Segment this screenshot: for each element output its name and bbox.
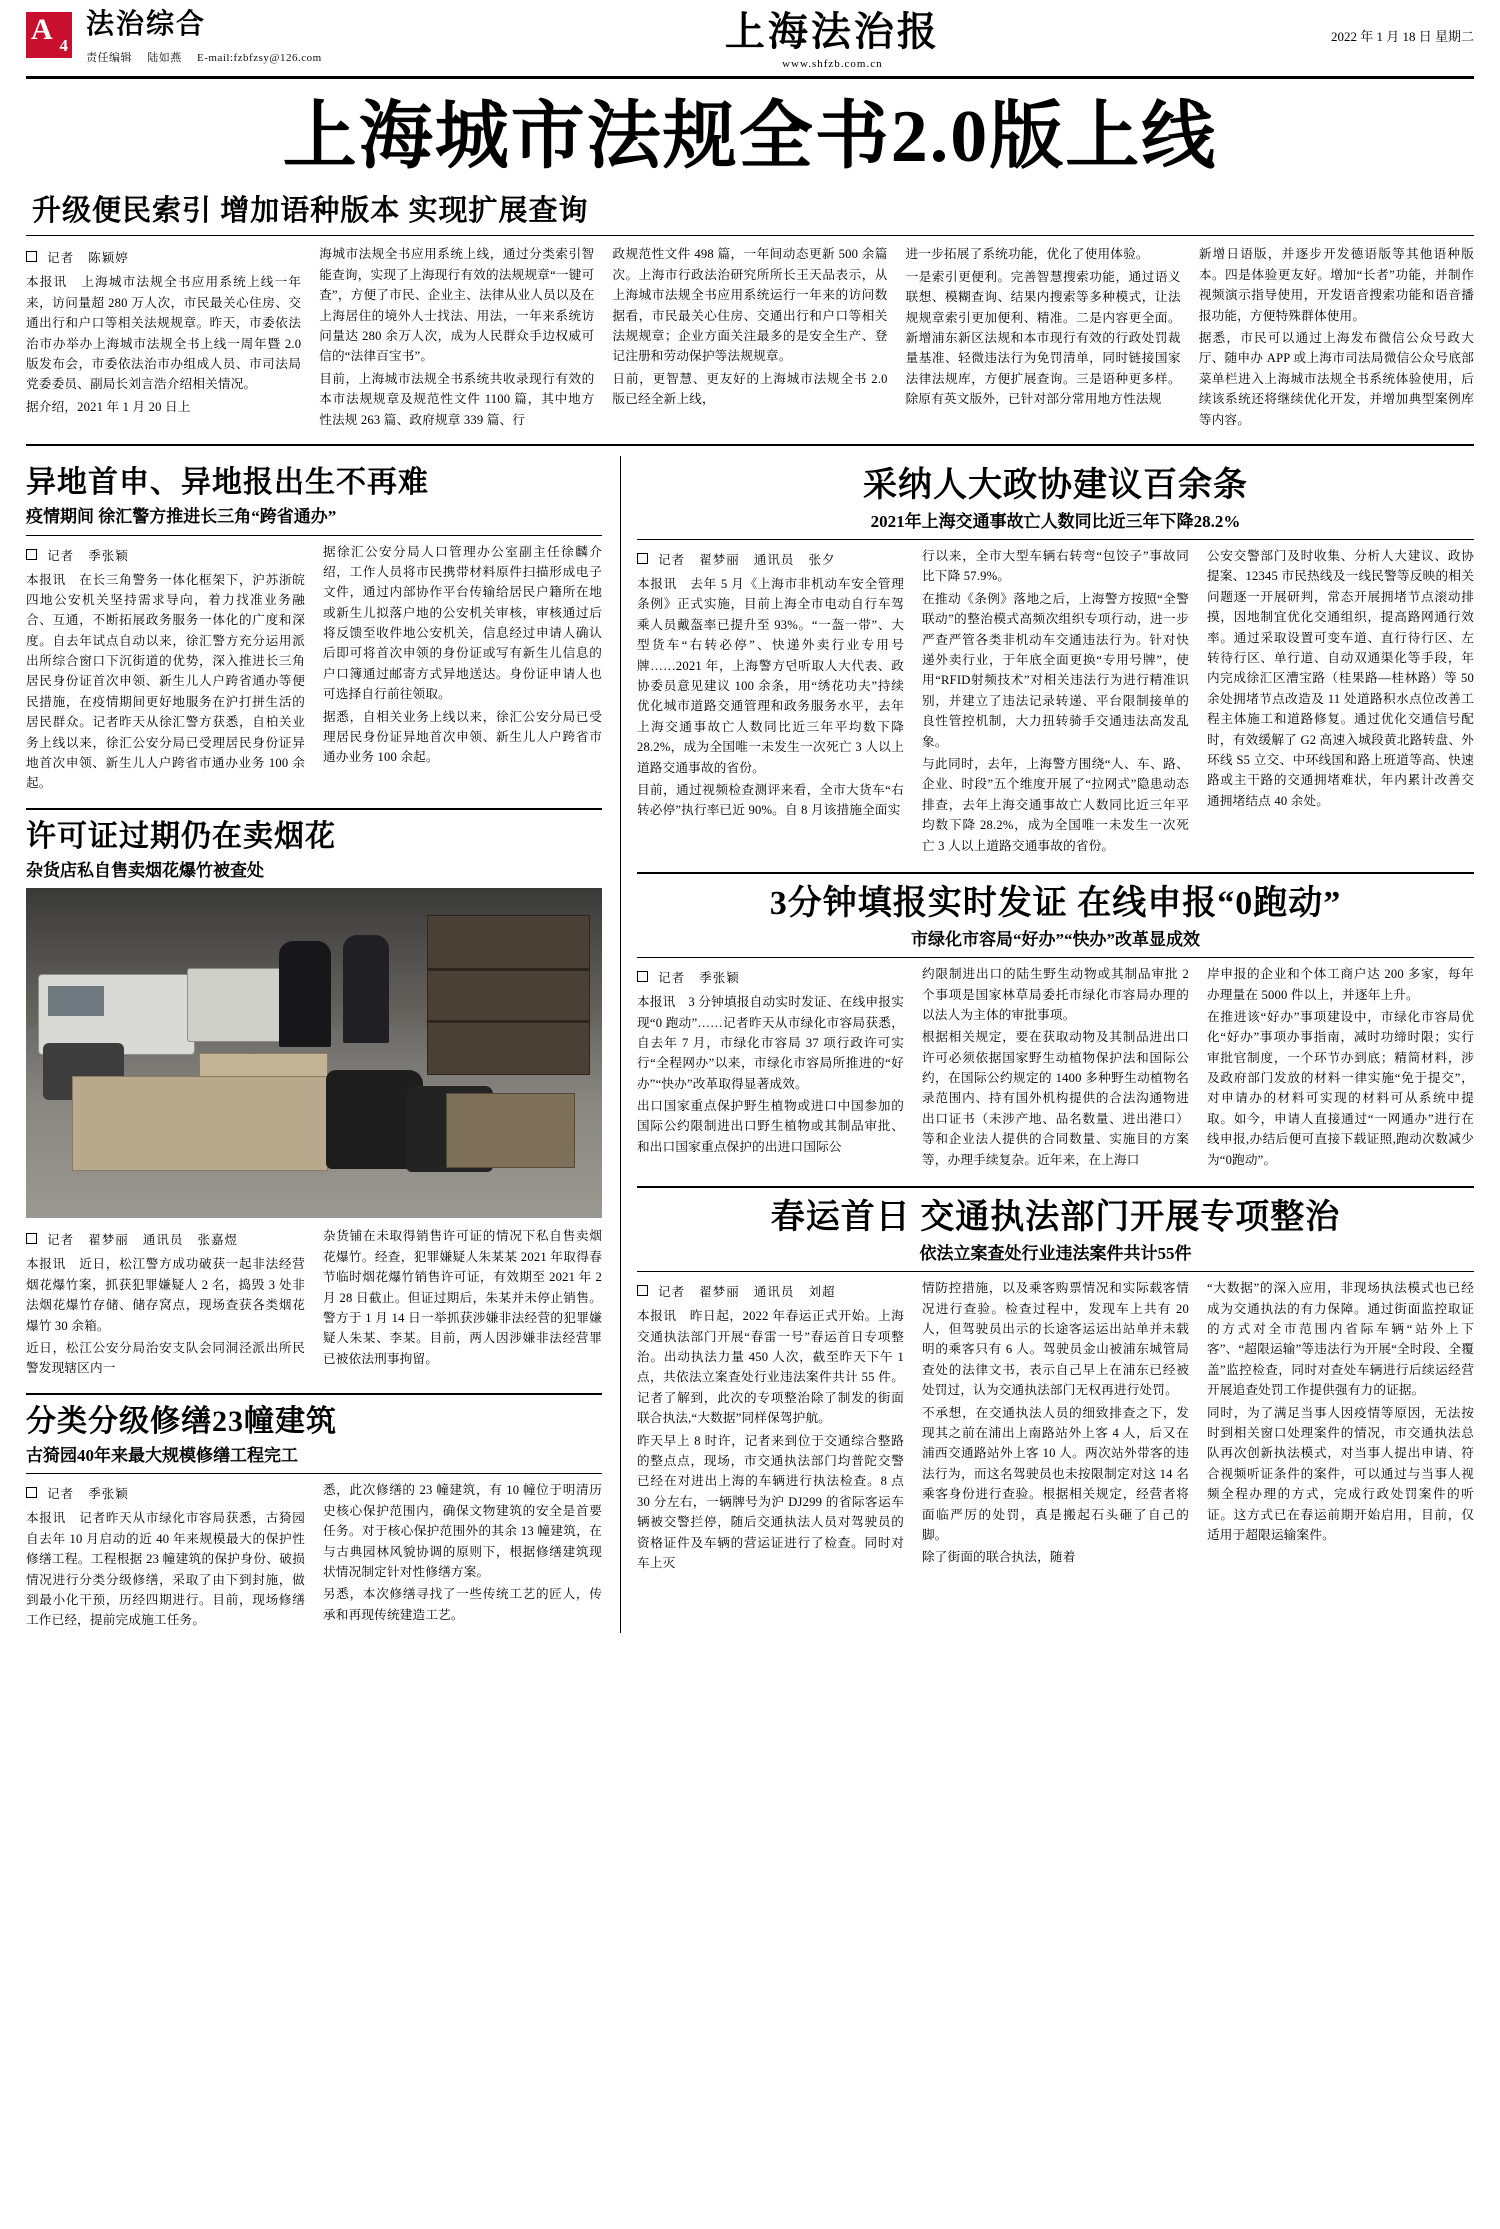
- issue-date: 2022 年 1 月 18 日 星期二: [1330, 29, 1474, 44]
- article-xukezheng-col-1: [26, 1226, 305, 1380]
- article-yidi-body-1: 本报讯 在长三角警务一体化框架下，沪苏浙皖四地公安机关坚持需求导向，着力找准业务融合、互通，不断拓展政务服务一体化的广度和深度。自去年试点自动以来，徐汇警方充分运用派出所综合窗口下沉街道的优势，深入推进长三角居民身份证首次申领、新生儿人户跨省通办等便民措施，在疫情期间更好地服务在沪打拼生活的居民群众。记者昨天从徐汇警方获悉，自柏关业务上线以来，徐汇公安分局已受理居民身份证异地首次申领、新生儿人户跨省市通办业务 100 余起。: [26, 572, 305, 791]
- article-fenlei-body-1: 本报讯 记者昨天从市绿化市容局获悉，古猗园自去年 10 月启动的近 40 年来规模最大的保护性修缮工程。工程根据 23 幢建筑的保护身份、破损情况进行分类分级修缮，采取了由下到封施，做到最小化干预，历经四期进行。目前，现场修缮工作已经，提前完成施工任务。: [26, 1511, 305, 1628]
- byline-3min: [637, 968, 904, 986]
- byline-lead: [26, 248, 301, 266]
- lead-column-5: [1199, 244, 1474, 432]
- article-chunyun-headline: 春运首日 交通执法部门开展专项整治: [770, 1199, 1341, 1237]
- masthead: [26, 10, 1474, 79]
- article-3min: [637, 884, 1474, 1172]
- article-xukezheng-body-1: 本报讯 近日，松江警方成功破获一起非法经营烟花爆竹案，抓获犯罪嫌疑人 2 名，捣毁 3 处非法烟花爆竹存储、储存窝点，现场查获各类烟花爆竹 30 余箱。 近日，松江公安分局治安支队会同洞泾派出所民警发现辖区内一: [26, 1257, 305, 1376]
- byline-caina: [637, 550, 904, 568]
- article-fenlei: [26, 1405, 602, 1633]
- article-caina-body-1: 本报讯 去年 5 月《上海市非机动车安全管理条例》正式实施，目前上海全市电动自行车驾乘人员戴盔率已提升至 93%。“一盔一带”、大型货车“右转必停”、快递外卖行业专用号牌……2021 年，上海警方던听取人大代表、政协委员意见建议 100 余条，用“绣花功夫”持续优化城市道路交通管理和政务服务水平，去年上海交通事故亡人数同比近三年平均数下降 28.2%，成为全国唯一未发生一次死亡 3 人以上道路交通事故的省份。 目前，通过视频检查测评来看，全市大货车“右转必停”执行率已近 90%。自 8 月该措施全面实: [637, 577, 904, 818]
- article-caina-col-3: [1207, 546, 1474, 858]
- lead-column-2: [319, 244, 594, 432]
- section-block: [86, 10, 334, 65]
- article-xukezheng-body-2: 杂货铺在未取得销售许可证的情况下私自售卖烟花爆竹。经查，犯罪嫌疑人朱某某 2021 年取得春节临时烟花爆竹销售许可证，有效期至 2021 年 2 月 28 日截止。但证过期后，朱某并未停止销售。警方于 1 月 14 日一举抓获涉嫌非法经营的犯罪嫌疑人朱某、李某。目前，两人因涉嫌非法经营罪已被依法刑事拘留。: [323, 1229, 602, 1366]
- reporter-label: 记者: [47, 548, 75, 563]
- reporter-name: 翟梦丽: [88, 1233, 129, 1248]
- article-3min-body-1: 本报讯 3 分钟填报自动实时发证、在线申报实现“0 跑动”……记者昨天从市绿化市容局获悉，自去年 7 月，市绿化市容局 37 项行政许可实行“全程网办”以来，市绿化市容局所推进的“好办”“快办”改革取得显著成效。 出口国家重点保护野生植物或进口中国参加的国际公约限制进出口野生植物或其制品审批、和出口国家重点保护的出进口国际公: [637, 995, 904, 1154]
- article-chunyun: [637, 1198, 1474, 1575]
- article-caina: [637, 466, 1474, 858]
- article-yidi: [26, 466, 602, 796]
- paper-name: 上海法治报: [724, 9, 940, 54]
- mid-region: [26, 456, 1474, 1633]
- article-caina-headline: 采纳人大政协建议百余条: [863, 466, 1248, 504]
- editor-label: 责任编辑: [86, 51, 132, 64]
- article-fenlei-subhead: 古猗园40年来最大规模修缮工程完工: [26, 1446, 298, 1466]
- article-yidi-body-2: 据徐汇公安分局人口管理办公室副主任徐麟介绍，工作人员将市民携带材料原件扫描形成电子文件，通过内部协作平台传输给居民户籍所在地或新生儿拟落户地的公安机关审核，审核通过后将反馈至收件地公安机关，信息经过申请人确认后即可将首次申领的身份证或写有新生儿信息的户口簿通过邮寄方式异地送达。身份证申请人也可选择自行前往领取。 据悉，自相关业务上线以来，徐汇公安分局已受理居民身份证异地首次申领、新生儿人户跨省市通办业务 100 余起。: [323, 544, 602, 765]
- article-chunyun-col-1: [637, 1278, 904, 1575]
- correspondent-name: 张嘉煜: [197, 1233, 239, 1248]
- article-caina-col-1: [637, 546, 904, 858]
- byline-box-icon: [26, 1233, 37, 1244]
- article-3min-col-2: [922, 964, 1189, 1172]
- page-number-badge: [26, 12, 72, 58]
- byline-box-icon: [26, 251, 37, 262]
- correspondent-label: 通讯员: [753, 1285, 795, 1300]
- article-caina-subhead: 2021年上海交通事故亡人数同比近三年下降28.2%: [870, 512, 1241, 531]
- byline-fenlei: [26, 1484, 305, 1502]
- paper-url: www.shfzb.com.cn: [782, 58, 883, 70]
- lead-column-4: [906, 244, 1181, 432]
- correspondent-label: 通讯员: [142, 1233, 184, 1248]
- reporter-label: 记者: [47, 1233, 75, 1248]
- reporter-name: 季张颖: [699, 971, 740, 986]
- reporter-name: 陈颖婷: [88, 251, 129, 266]
- page-number: 4: [59, 36, 68, 55]
- masthead-center: [334, 10, 1331, 70]
- lead-subheadline: 升级便民索引 增加语种版本 实现扩展查询: [32, 195, 589, 228]
- byline-yidi: [26, 546, 305, 564]
- article-yidi-subhead: 疫情期间 徐汇警方推进长三角“跨省通办”: [26, 507, 337, 527]
- article-yidi-col-1: [26, 542, 305, 796]
- lead-headline: 上海城市法规全书2.0版上线: [282, 96, 1218, 178]
- article-caina-body-2: 行以来，全市大型车辆右转弯“包饺子”事故同比下降 57.9%。 在推动《条例》落地之后，上海警方按照“全警联动”的整治模式高频次组织专项行动，进一步严查严管各类非机动车交通违法行为。针对快递外卖行业，于年底全面更换“专用号牌”，使用“RFID射频技术”对相关违法行为进行精准识别，并建立了违法记录转递、平台限制接单的良性管控机制，大力扭转骑手交通违法高发乱象。 与此同时，去年，上海警方围绕“人、车、路、企业、时段”五个维度开展了“拉网式”隐患动态排查，去年上海交通事故亡人数同比近三年平均数下降 28.2%，成为全国唯一未发生一次死亡 3 人以上道路交通事故的省份。: [922, 549, 1189, 853]
- article-xukezheng-photo: [26, 888, 602, 1218]
- article-fenlei-body-2: 悉，此次修缮的 23 幢建筑，有 10 幢位于明清历史核心保护范围内，确保文物建筑的安全是首要任务。对于核心保护范围外的其余 13 幢建筑，在与古典园林风貌协调的原则下，根据修缮建筑现状情况制定针对性修缮方案。 另悉，本次修缮寻找了一些传统工艺的匠人，传承和再现传统建造工艺。: [323, 1483, 602, 1622]
- article-xukezheng-subhead: 杂货店私自售卖烟花爆竹被查处: [26, 861, 264, 881]
- article-chunyun-col-3: [1207, 1278, 1474, 1575]
- article-fenlei-col-1: [26, 1480, 305, 1632]
- page-letter: A: [31, 13, 53, 46]
- right-region: [620, 456, 1474, 1633]
- article-3min-col-3: [1207, 964, 1474, 1172]
- byline-box-icon: [637, 553, 648, 564]
- reporter-name: 翟梦丽: [699, 553, 740, 568]
- article-xukezheng-headline: 许可证过期仍在卖烟花: [26, 819, 336, 853]
- article-chunyun-subhead: 依法立案查处行业违法案件共计55件: [919, 1244, 1192, 1264]
- section-title: 法治综合: [86, 9, 207, 40]
- reporter-name: 翟梦丽: [699, 1285, 740, 1300]
- reporter-label: 记者: [47, 1487, 75, 1502]
- reporter-label: 记者: [658, 1285, 686, 1300]
- section-credit: [86, 49, 334, 65]
- article-3min-subhead: 市绿化市容局“好办”“快办”改革显成效: [911, 930, 1200, 950]
- byline-chunyun: [637, 1282, 904, 1300]
- reporter-label: 记者: [658, 553, 686, 568]
- byline-xukezheng: [26, 1230, 305, 1248]
- lead-column-1: [26, 244, 301, 432]
- article-3min-body-2: 约限制进出口的陆生野生动物或其制品审批 2 个事项是国家林草局委托市绿化市容局办理的以法人为主体的审批事项。 根据相关规定，要在获取动物及其制品进出口许可必须依据国家野生动植物保护法和国际公约，在国际公约规定的 1400 多种野生动植物名录范围内、持有国外机构提供的合法沟通物进出口证书（未涉产地、品名数量、进出港口）等和企业法人提供的合同数量、实施目的方案等，办理手续复杂。近年来，在上海口: [922, 967, 1189, 1167]
- article-caina-col-2: [922, 546, 1189, 858]
- article-yidi-headline: 异地首申、异地报出生不再难: [26, 465, 429, 499]
- lead-columns: [26, 244, 1474, 432]
- article-3min-headline: 3分钟填报实时发证 在线申报“0跑动”: [769, 884, 1342, 922]
- byline-box-icon: [26, 549, 37, 560]
- byline-box-icon: [637, 971, 648, 982]
- lead-column-3: [612, 244, 887, 432]
- article-chunyun-body-2: 情防控措施，以及乘客购票情况和实际载客情况进行查验。检查过程中，发现车上共有 20 人，但驾驶员出示的长途客运运出站单并未载明的乘客只有 6 人。驾驶员金山被浦东城管局查处的法律文书，表示自己早上在浦东已经被处罚过，认为交通执法部门无权再进行处罚。 不承想，在交通执法人员的细致排查之下，发现其之前在浦出上南路站外上客 4 人，后又在浦西交通路站外上客 10 人。两次站外带客的违法行为，而这名驾驶员也未按限制定对这 14 名乘客身份进行查验。根据相关规定，经营者将面临严厉的处罚，真是搬起石头砸了自己的脚。 除了街面的联合执法，随着: [922, 1281, 1189, 1565]
- lead-body-3: 政规范性文件 498 篇，一年间动态更新 500 余篇次。上海市行政法治研究所所长王天品表示，从上海城市法规全书应用系统运行一年来的访问数据看，市民最关心住房、交通出行和户口等相关法规规章；企业方面关注最多的是安全生产、登记注册和劳动保护等法规规章。 日前，更智慧、更友好的上海城市法规全书 2.0 版已经全新上线，: [612, 247, 888, 407]
- article-xukezheng-col-2: [323, 1226, 602, 1380]
- reporter-label: 记者: [658, 971, 686, 986]
- article-3min-col-1: [637, 964, 904, 1172]
- article-caina-body-3: 公安交警部门及时收集、分析人大建议、政协提案、12345 市民热线及一线民警等反映的相关问题逐一开展研判，常态开展拥堵节点滚动排摸，因地制宜优化交通组织，提高路网通行效率。通过采取设置可变车道、直行待行区、左转待行区、单行道、自动双通渠化等手段，年内完成徐汇区漕宝路（桂果路—桂林路）等 50 余处拥堵节点改造及 11 处道路积水点位改善工程主体施工和道路修复。通过优化交通信号配时，有效缓解了 G2 高速入城段黄北路转盘、外环线 S5 立交、中环线国和路上班道等高、快速路或主干路的交通拥堵难状，年内累计改善交通拥堵结点 40 余处。: [1207, 549, 1474, 808]
- byline-box-icon: [637, 1285, 648, 1296]
- reporter-label: 记者: [47, 251, 75, 266]
- article-xukezheng: [26, 820, 602, 1381]
- article-3min-body-3: 岸申报的企业和个体工商户达 200 多家，每年办理量在 5000 件以上，并逐年上升。 在推进该“好办”事项建设中，市绿化市容局优化“好办”事项办事指南，减时功缔时限；实行审批官制度，一个环节办到底；精简材料，涉及政府部门发放的材料一律实施“免于提交”，对申请办的材料可实现的材料可从系统中提取。如今，申请人直接通过“一网通办”进行在线申报,办结后便可直接下载证照,跑动次数减少为“0跑动”。: [1207, 967, 1474, 1167]
- article-yidi-col-2: [323, 542, 602, 796]
- lead-body-2: 海城市法规全书应用系统上线，通过分类索引智能查询，实现了上海现行有效的法规规章“一键可查”，方便了市民、企业主、法律从业人员以及在上海居住的境外人士找法、用法，一年来系统访问量达 280 余万人次，成为人民群众手边权威可信的“法律百宝书”。 目前，上海城市法规全书系统共收录现行有效的 本市法规规章及规范性文件 1100 篇，其中地方性法规 263 篇、政府规章 339 篇、行: [319, 247, 595, 427]
- lead-body-1: 本报讯 上海城市法规全书应用系统上线一年来，访问量超 280 万人次，市民最关心住房、交通出行和户口等相关法规规章。昨天，市委依法治市办举办上海城市法规全书上线一周年暨 2.0 版发布会，市委依法治市办组成人员、市司法局党委委员、副局长刘言浩介绍相关情况。 据介绍，2021 年 1 月 20 日上: [26, 275, 302, 414]
- correspondent-name: 刘超: [808, 1285, 836, 1300]
- reporter-name: 季张颖: [88, 548, 129, 563]
- reporter-name: 季张颖: [88, 1487, 129, 1502]
- article-chunyun-body-3: “大数据”的深入应用，非现场执法模式也已经成为交通执法的有力保障。通过街面监控取证的方式对全市范围内省际车辆“站外上下客”、“超限运输”等违法行为开展“全时段、全覆盖”监控检查，同时对查处车辆进行后续运经营开展追查处罚工作提供强有力的证据。 同时，为了满足当事人因疫情等原因，无法按时到相关窗口处理案件的情况，市交通执法总队再次创新执法模式，对当事人提出申请、符合视频听证条件的案件，可以通过与当事人视频全程办理的方式，完成行政处罚案件的听证。这方式已在春运前期开始启用，目前，仅适用于超限运输案件。: [1207, 1281, 1474, 1542]
- lead-body-4: 进一步拓展了系统功能，优化了使用体验。 一是索引更便利。完善智慧搜索功能，通过语义联想、模糊查询、结果内搜索等多种模式，让法规规章索引更加便利、精准。二是内容更全面。新增浦东新区法规和本市现行有效的行政处罚裁量基准、轻微违法行为免罚清单，同时链接国家法律法规库，方便扩展查询。三是语种更多样。除原有英文版外，已针对部分常用地方性法规: [905, 247, 1181, 407]
- correspondent-label: 通讯员: [753, 553, 795, 568]
- correspondent-name: 张夕: [808, 553, 836, 568]
- editor-email: E-mail:fzbfzsy@126.com: [197, 51, 322, 64]
- article-fenlei-headline: 分类分级修缮23幢建筑: [26, 1404, 337, 1438]
- article-chunyun-body-1: 本报讯 昨日起，2022 年春运正式开始。上海交通执法部门开展“春雷一号”春运首日专项整治。出动执法力量 450 人次，截至昨天下午 1 点，共依法立案查处行业违法案件共计 55 件。记者了解到，此次的专项整治除了制发的街面联合执法,“大数据”同样保驾护航。 昨天早上 8 时许，记者来到位于交通综合整路的整点点，现场，市交通执法部门均普陀交警已经在对进出上海的车辆进行执法检查。8 点 30 分左右，一辆牌号为沪 DJ299 的省际客运车辆被交警拦停，随后交通执法人员对驾驶员的资格证件及车辆的营运证进行了检查。同时对车上灭: [637, 1309, 904, 1570]
- editor-name: 陆如燕: [147, 51, 182, 64]
- byline-box-icon: [26, 1487, 37, 1498]
- left-region: [26, 456, 602, 1633]
- article-fenlei-col-2: [323, 1480, 602, 1632]
- article-chunyun-col-2: [922, 1278, 1189, 1575]
- lead-body-5: 新增日语版，并逐步开发德语版等其他语种版本。四是体验更友好。增加“长者”功能，并制作视频演示指导使用，开发语音搜索功能和语音播报功能，方便特殊群体使用。 据悉，市民可以通过上海发布微信公众号政大厅、随申办 APP 或上海市司法局微信公众号底部菜单栏进入上海城市法规全书系统体验使用，后续该系统还将继续优化开发，并增加典型案例库等内容。: [1198, 247, 1475, 427]
